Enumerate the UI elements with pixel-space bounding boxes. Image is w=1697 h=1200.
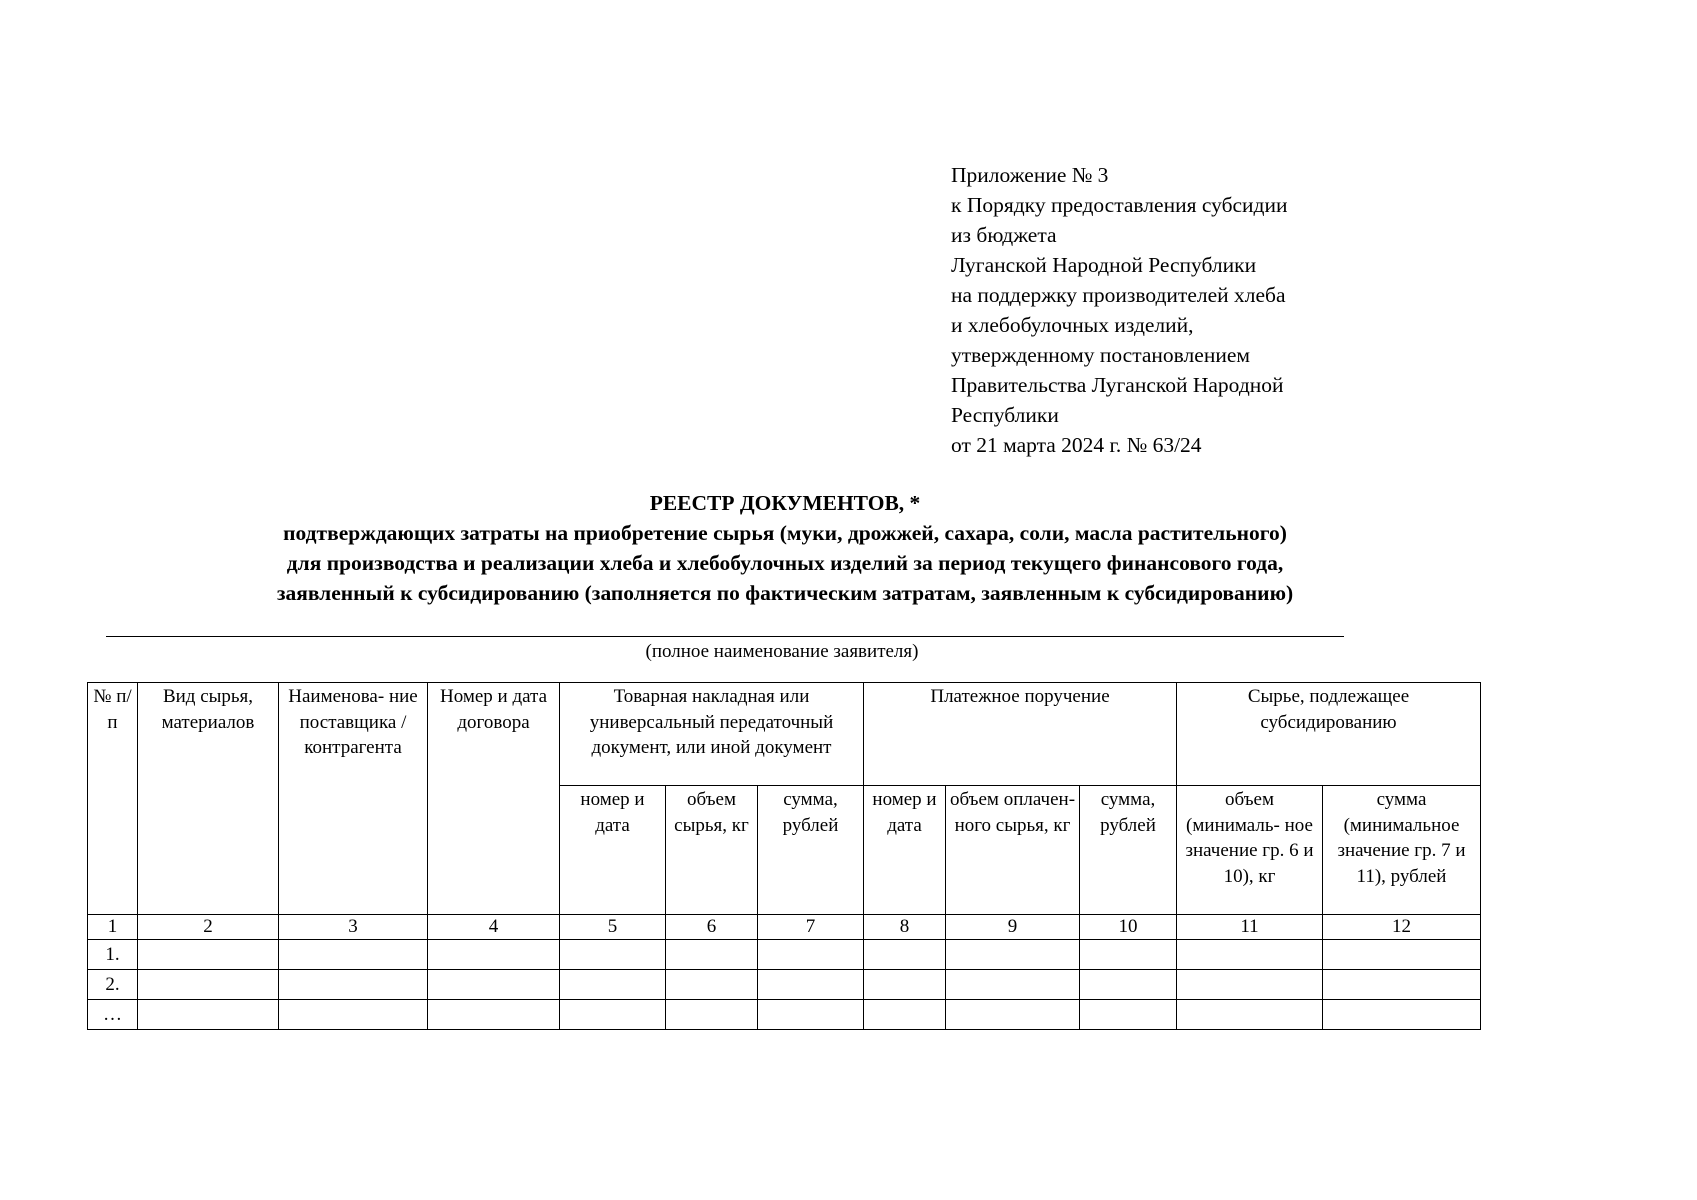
- table-cell: [1177, 940, 1323, 970]
- table-cell: [1177, 970, 1323, 1000]
- header-invoice-group: Товарная накладная или универсальный передаточный документ, или иной документ: [560, 683, 864, 786]
- table-cell: [428, 940, 560, 970]
- subheader-invoice-number: номер и дата: [560, 786, 666, 915]
- table-cell: [864, 1000, 946, 1030]
- annex-line: Луганской Народной Республики: [951, 253, 1257, 277]
- table-row: [88, 970, 1481, 1000]
- table-cell: [1323, 1000, 1481, 1030]
- table-cell: [666, 1000, 758, 1030]
- column-number: 6: [666, 915, 758, 940]
- registry-table: [87, 682, 1481, 1030]
- table-cell: [1080, 1000, 1177, 1030]
- table-cell: [560, 970, 666, 1000]
- column-number: 9: [946, 915, 1080, 940]
- annex-line: Правительства Луганской Народной: [951, 373, 1284, 397]
- annex-line: Приложение № 3: [951, 163, 1109, 187]
- header-payment-group: Платежное поручение: [864, 683, 1177, 786]
- table-cell: [428, 970, 560, 1000]
- table-cell: [946, 940, 1080, 970]
- column-number: 4: [428, 915, 560, 940]
- table-cell: [560, 940, 666, 970]
- table-cell: [1080, 940, 1177, 970]
- column-number: 10: [1080, 915, 1177, 940]
- column-number: 8: [864, 915, 946, 940]
- header-supplier: Наименова- ние поставщика / контрагента: [279, 683, 428, 915]
- table-cell: [138, 970, 279, 1000]
- table-cell: [758, 940, 864, 970]
- applicant-fill-line: [106, 636, 1344, 637]
- annex-line: Республики: [951, 403, 1059, 427]
- title-line: заявленный к субсидированию (заполняется по фактическим затратам, заявленным к субсидированию): [276, 581, 1294, 605]
- annex-line: из бюджета: [951, 223, 1057, 247]
- subheader-subsidy-sum: сумма (минимальное значение гр. 7 и 11), рублей: [1323, 786, 1481, 915]
- annex-line: от 21 марта 2024 г. № 63/24: [951, 433, 1202, 457]
- column-number: 3: [279, 915, 428, 940]
- table-cell: [758, 970, 864, 1000]
- annex-line: на поддержку производителей хлеба: [951, 283, 1286, 307]
- table-cell: [1177, 1000, 1323, 1030]
- title-main: РЕЕСТР ДОКУМЕНТОВ, *: [649, 491, 921, 515]
- row-number: 2.: [88, 970, 138, 1000]
- document-title: [60, 488, 1510, 608]
- header-contract: Номер и дата договора: [428, 683, 560, 915]
- header-subsidy-group: Сырье, подлежащее субсидированию: [1177, 683, 1481, 786]
- table-cell: [279, 1000, 428, 1030]
- annex-note: [951, 160, 1511, 460]
- table-cell: [946, 970, 1080, 1000]
- row-number: 1.: [88, 940, 138, 970]
- title-line: подтверждающих затраты на приобретение сырья (муки, дрожжей, сахара, соли, масла растительного): [283, 521, 1287, 545]
- table-row: [88, 1000, 1481, 1030]
- annex-line: к Порядку предоставления субсидии: [951, 193, 1288, 217]
- table-cell: [946, 1000, 1080, 1030]
- subheader-invoice-sum: сумма, рублей: [758, 786, 864, 915]
- column-number: 5: [560, 915, 666, 940]
- table-cell: [1080, 970, 1177, 1000]
- applicant-caption: (полное наименование заявителя): [645, 641, 919, 662]
- table-cell: [1323, 940, 1481, 970]
- annex-line: утвержденному постановлением: [951, 343, 1250, 367]
- column-number: 7: [758, 915, 864, 940]
- table-cell: [279, 970, 428, 1000]
- table-cell: [666, 940, 758, 970]
- column-number: 12: [1323, 915, 1481, 940]
- table-cell: [1323, 970, 1481, 1000]
- subheader-invoice-volume: объем сырья, кг: [666, 786, 758, 915]
- table-cell: [864, 970, 946, 1000]
- subheader-payment-number: номер и дата: [864, 786, 946, 915]
- subheader-payment-sum: сумма, рублей: [1080, 786, 1177, 915]
- column-number: 11: [1177, 915, 1323, 940]
- row-number: …: [88, 1000, 138, 1030]
- table-header-row: [88, 683, 1481, 786]
- subheader-subsidy-volume: объем (минималь- ное значение гр. 6 и 10), кг: [1177, 786, 1323, 915]
- header-no: № п/п: [88, 683, 138, 915]
- subheader-payment-volume: объем оплачен- ного сырья, кг: [946, 786, 1080, 915]
- title-line: для производства и реализации хлеба и хлебобулочных изделий за период текущего финансового года,: [286, 551, 1284, 575]
- table-cell: [560, 1000, 666, 1030]
- annex-line: и хлебобулочных изделий,: [951, 313, 1194, 337]
- table-cell: [138, 1000, 279, 1030]
- table-cell: [279, 940, 428, 970]
- header-material: Вид сырья, материалов: [138, 683, 279, 915]
- table-cell: [428, 1000, 560, 1030]
- table-cell: [864, 940, 946, 970]
- table-cell: [138, 940, 279, 970]
- table-cell: [758, 1000, 864, 1030]
- table-row: [88, 940, 1481, 970]
- column-number: 2: [138, 915, 279, 940]
- column-number-row: [88, 915, 1481, 940]
- column-number: 1: [88, 915, 138, 940]
- table-cell: [666, 970, 758, 1000]
